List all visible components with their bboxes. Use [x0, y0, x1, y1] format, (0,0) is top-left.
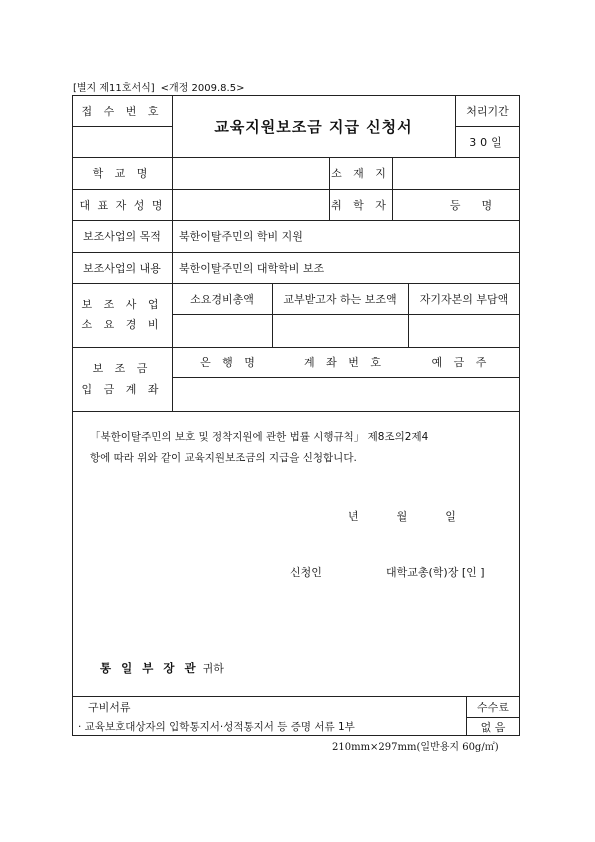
statement-line2: 항에 따라 위와 같이 교육지원보조금의 지급을 신청합니다. — [90, 451, 357, 464]
cost-self-field[interactable] — [408, 314, 520, 347]
form-number-text: [별지 제11호서식] — [73, 82, 155, 94]
statement-line1: 「북한이탈주민의 보호 및 정착지원에 관한 법률 시행규칙」 제8조의2제4 — [90, 430, 429, 443]
cost-subsidy-field[interactable] — [272, 314, 408, 347]
grade-label: 등 명 — [449, 198, 493, 212]
cost-total-label: 소요경비총액 — [190, 292, 254, 306]
form-title: 교육지원보조금 지급 신청서 — [214, 117, 413, 136]
location-label: 소 재 지 — [331, 167, 390, 180]
cost-subsidy-label: 교부받고자 하는 보조액 — [283, 292, 397, 306]
revision-text: <개정 2009.8.5> — [160, 82, 245, 94]
account-label — [72, 347, 172, 411]
processing-period-label: 처리기간 — [466, 104, 509, 118]
account-no-label: 계 좌 번 호 — [304, 356, 385, 369]
date-line — [348, 507, 456, 525]
paper-spec: 210mm×297mm(일반용지 60g/㎡) — [332, 741, 499, 753]
date-day: 일 — [445, 510, 456, 523]
school-name-field[interactable] — [172, 157, 329, 189]
applicant-value: 대학교총(학)장 [인 ] — [386, 566, 485, 579]
applicant-label: 신청인 — [290, 566, 322, 579]
school-name-label: 학 교 명 — [92, 167, 152, 180]
bank-label: 은 행 명 — [200, 356, 259, 369]
processing-period-value: 30일 — [469, 135, 506, 149]
recipient — [100, 659, 224, 677]
admission-label: 취 학 자 — [331, 198, 390, 212]
docs-item: · 교육보호대상자의 입학통지서·성적통지서 등 증명 서류 1부 — [78, 720, 355, 733]
content-value: 북한이탈주민의 대학학비 보조 — [179, 261, 325, 275]
fee-value: 없 음 — [480, 720, 506, 734]
location-field[interactable] — [392, 157, 520, 189]
content-label: 보조사업의 내용 — [83, 261, 161, 275]
cost-total-field[interactable] — [172, 314, 272, 347]
account-field[interactable] — [172, 377, 520, 411]
recipient-name: 통 일 부 장 관 — [100, 661, 199, 675]
representative-label: 대 표 자 성 명 — [79, 198, 165, 212]
purpose-value: 북한이탈주민의 학비 지원 — [179, 230, 303, 243]
cost-label-line1: 보 조 사 업 — [81, 298, 163, 311]
fee-label: 수수료 — [477, 700, 509, 714]
cost-label-line2: 소 요 경 비 — [81, 318, 163, 331]
representative-field[interactable] — [172, 189, 329, 220]
purpose-label: 보조사업의 목적 — [83, 230, 161, 243]
receipt-no-label: 접 수 번 호 — [81, 104, 163, 118]
date-month: 월 — [396, 510, 408, 523]
depositor-label: 예 금 주 — [431, 356, 491, 369]
form-number — [73, 79, 244, 93]
receipt-no-field[interactable] — [72, 126, 172, 157]
date-year: 년 — [348, 510, 359, 523]
docs-label: 구비서류 — [88, 701, 131, 714]
cost-self-label: 자기자본의 부담액 — [419, 292, 509, 306]
cost-label — [72, 283, 172, 347]
account-label-line1: 보 조 금 — [92, 362, 152, 375]
recipient-suffix: 귀하 — [202, 662, 224, 675]
account-label-line2: 입 금 계 좌 — [81, 383, 163, 396]
